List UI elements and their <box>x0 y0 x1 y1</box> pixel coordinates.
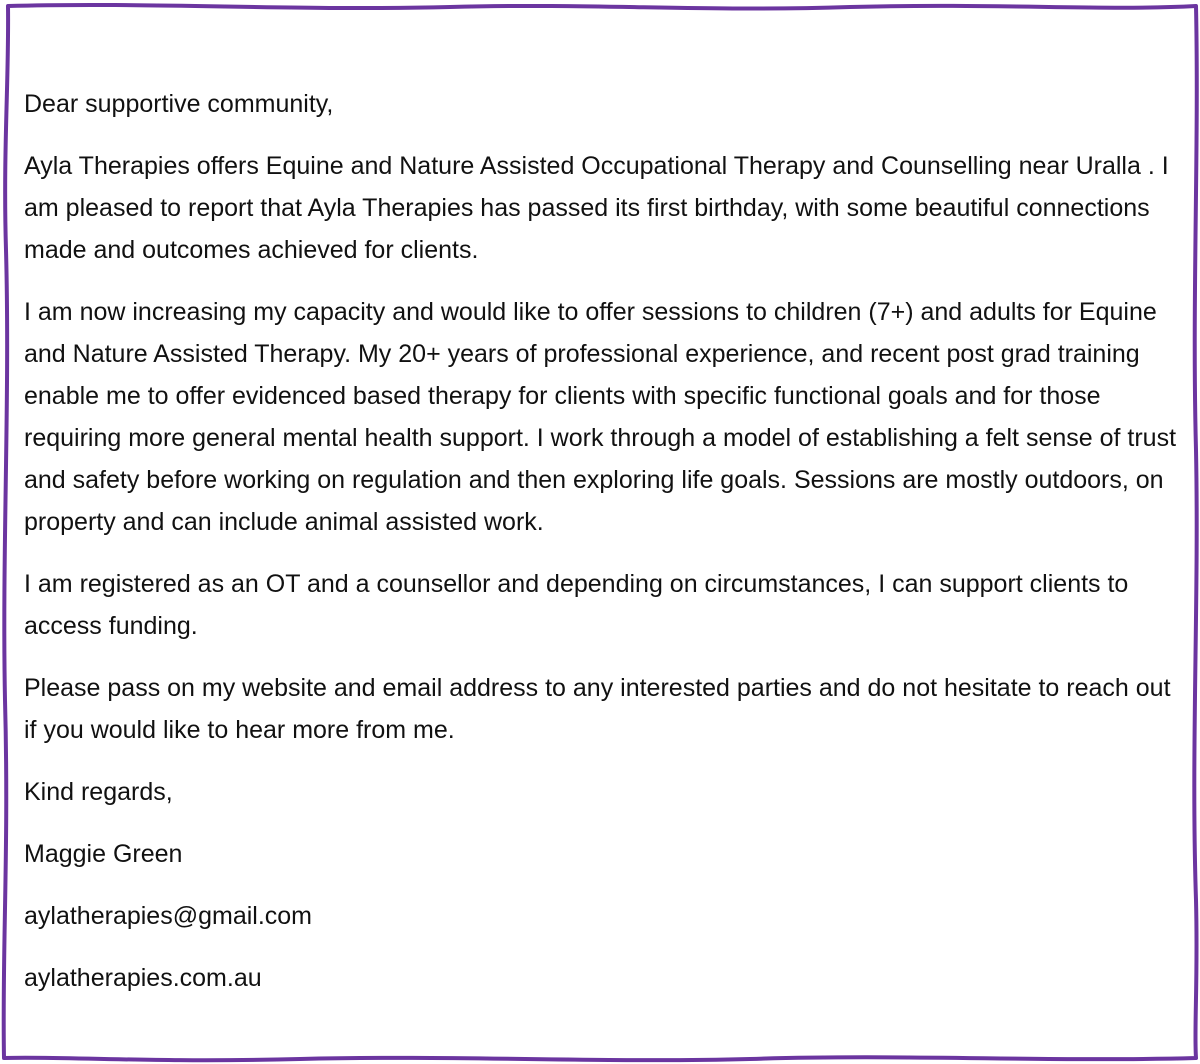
contact-website: aylatherapies.com.au <box>24 964 262 992</box>
letter-greeting: Dear supportive community, <box>24 90 334 118</box>
letter-paragraph: I am registered as an OT and a counsellor and depending on circumstances, I can support clients to access funding. <box>24 570 1129 640</box>
contact-email: aylatherapies@gmail.com <box>24 902 313 930</box>
letter-paragraph: Please pass on my website and email address to any interested parties and do not hesitate to reach out if you would like to hear more from me. <box>24 674 1171 744</box>
signature-name: Maggie Green <box>24 840 183 868</box>
letter-body <box>24 83 1184 1019</box>
letter-paragraph: I am now increasing my capacity and would like to offer sessions to children (7+) and adults for Equine and Nature Assisted Therapy. My 20+ years of professional experience, and recent post grad training enable me to offer evidenced based therapy for clients with specific functional goals and for those requiring more general mental health support. I work through a model of establishing a felt sense of trust and safety before working on regulation and then exploring life goals. Sessions are mostly outdoors, on property and can include animal assisted work. <box>24 298 1177 536</box>
letter-paragraph: Ayla Therapies offers Equine and Nature Assisted Occupational Therapy and Counselling near Uralla . I am pleased to report that Ayla Therapies has passed its first birthday, with some beautiful connections made and outcomes achieved for clients. <box>24 152 1169 264</box>
letter-closing: Kind regards, <box>24 778 173 806</box>
